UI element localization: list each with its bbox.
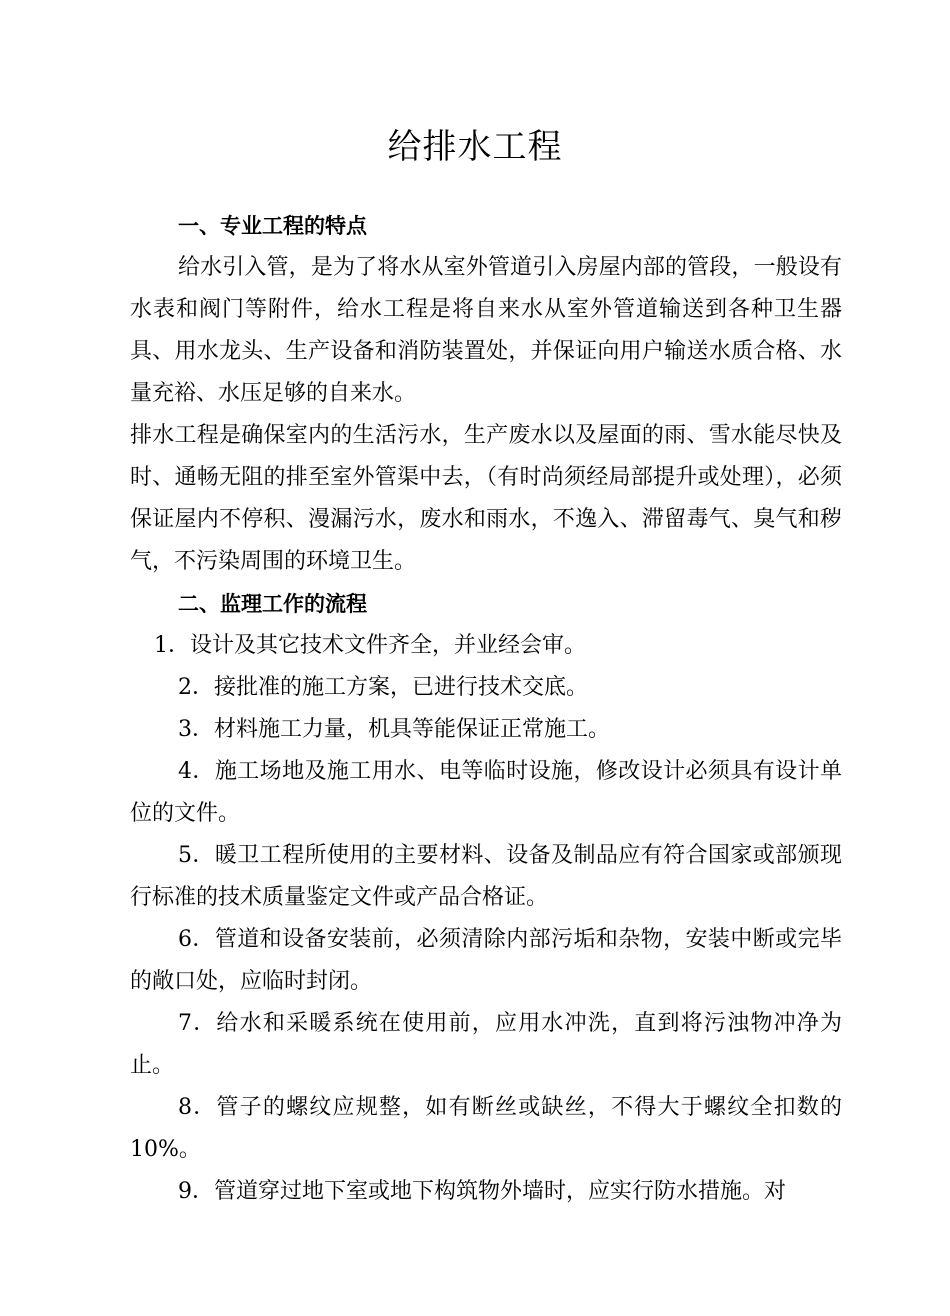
document-body <box>130 205 842 1213</box>
section-heading-workflow: 二、监理工作的流程 <box>178 592 367 616</box>
paragraph-water-supply: 给水引入管，是为了将水从室外管道引入房屋内部的管段，一般设有水表和阀门等附件，给水工程是将自来水从室外管道输送到各种卫生器具、用水龙头、生产设备和消防装置处，并保证向用户输送水质合格、水量充裕、水压足够的自来水。 <box>130 255 842 406</box>
list-item: 8．管子的螺纹应规整，如有断丝或缺丝，不得大于螺纹全扣数的10%。 <box>130 1095 842 1162</box>
list-item: 5．暖卫工程所使用的主要材料、设备及制品应有符合国家或部颁现行标准的技术质量鉴定文件或产品合格证。 <box>130 843 842 910</box>
list-item: 3．材料施工力量，机具等能保证正常施工。 <box>178 717 610 742</box>
list-item: 7．给水和采暖系统在使用前，应用水冲洗，直到将污浊物冲净为止。 <box>130 1011 842 1078</box>
list-item: 2．接批准的施工方案，已进行技术交底。 <box>178 675 588 700</box>
section-heading-features: 一、专业工程的特点 <box>178 214 367 238</box>
list-item: 6．管道和设备安装前，必须清除内部污垢和杂物，安装中断或完毕的敞口处，应临时封闭。 <box>130 927 842 994</box>
list-item: 9．管道穿过地下室或地下构筑物外墙时，应实行防水措施。对 <box>178 1179 786 1204</box>
list-item: 4．施工场地及施工用水、电等临时设施，修改设计必须具有设计单位的文件。 <box>130 759 842 826</box>
document-title: 给排水工程 <box>387 127 563 167</box>
paragraph-drainage: 排水工程是确保室内的生活污水，生产废水以及屋面的雨、雪水能尽快及时、通畅无阻的排至室外管渠中去，（有时尚须经局部提升或处理），必须保证屋内不停积、漫漏污水，废水和雨水，不逸入、滞留毒气、臭气和秽气，不污染周围的环境卫生。 <box>130 423 842 574</box>
list-item: 1．设计及其它技术文件齐全，并业经会审。 <box>154 633 586 658</box>
